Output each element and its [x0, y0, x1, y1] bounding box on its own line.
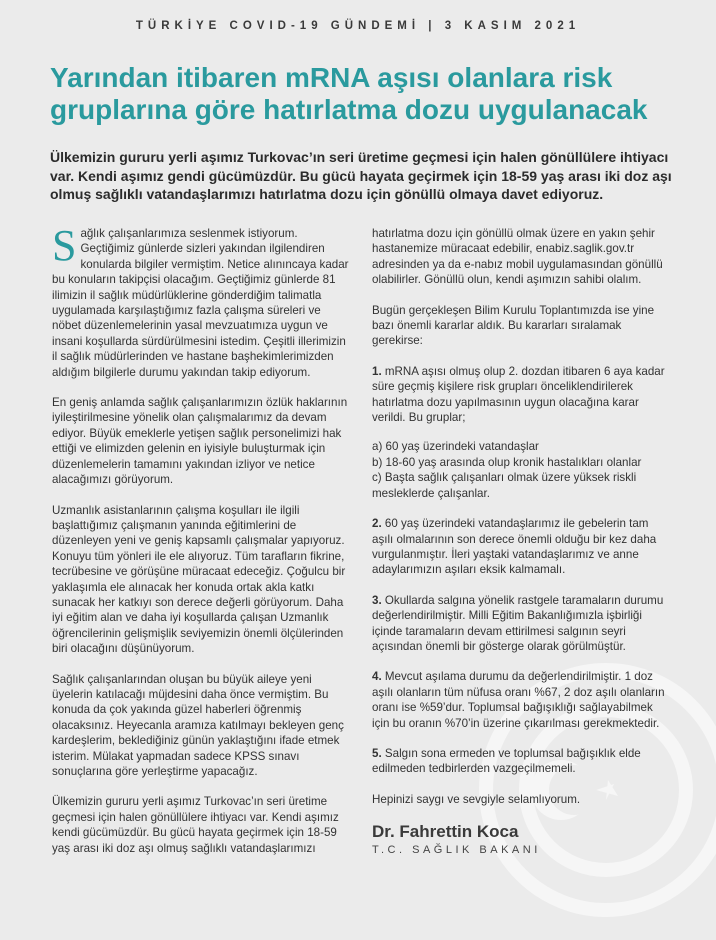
paragraph: hatırlatma dozu için gönüllü olmak üzere en yakın şehir hastanemize müracaat edebilir, enabiz.saglik.gov.tr adresinden ya da e-nabız mobil uygulamasından gönüllü olabilirler. Gönüllü olun, kendi aşımızın sahibi olalım. — [372, 227, 663, 287]
list-item: c) Başta sağlık çalışanları olmak üzere yüksek riskli mesleklerde çalışanlar. — [372, 471, 637, 500]
signature-name: Dr. Fahrettin Koca — [372, 822, 519, 841]
paragraph: Sağlık çalışanlarından oluşan bu büyük aileye yeni üyelerin katılacağı müjdesini daha önce vermiştim. Bu konuda da çok yakında güzel haberleri öğrenmiş olacaksınız. Heyecanla aramıza katılmayı bekleyen genç kardeşlerim, beklediğiniz günün yaklaştığını ifade etmek isterim. Mülakat yapmadan sadece KPSS sınavı sonuçlarına göre yerleştirme yapacağız. — [52, 672, 344, 778]
decision-item-3: 3. Okullarda salgına yönelik rastgele taramaların durumu değerlendirilmiştir. Milli Eğitim Bakanlığımızla işbirliği içinde taramaların devam ettirilmesi salgının seyri açısından önemli bir gösterge olarak görülmüştür. — [372, 593, 664, 653]
decision-item-1: 1. mRNA aşısı olmuş olup 2. dozdan itibaren 6 aya kadar süre geçmiş kişilere risk grupları önceliklendirilerek hatırlatma dozu yapılmasının uygun olacağına karar verildi. Bu gruplar; — [372, 364, 665, 425]
headline: Yarından itibaren mRNA aşısı olanlara risk gruplarına göre hatırlatma dozu uygulanacak — [50, 62, 648, 125]
paragraph: Sağlık çalışanlarımıza seslenmek istiyorum. Geçtiğimiz günlerde sizleri yakından ilgilendiren konularda bilgiler vermiştim. Netice alınıncaya kadar bu konuların takipçisi olacağım. Geçtiğimiz günlerde 81 ilimizin il sağlık müdürlüklerine gönderdiğim talimatla uygulamada karşılaştığımız fazla çalışma süreleri ve nöbet düzenlemelerinin yasal mevzuatımıza uygun ve insani koşullarda sürdürülmesini istedim. Çeşitli illerimizin il sağlık müdürlerinden ve hastane başhekimlerimizden aldığım bilgilerle durumu yakından takip ediyorum. — [52, 221, 349, 379]
signature-block — [372, 822, 541, 856]
signature-title: T.C. SAĞLIK BAKANI — [372, 844, 541, 856]
drop-cap: S — [52, 221, 77, 270]
paragraph: Uzmanlık asistanlarının çalışma koşulları ile ilgili başlattığımız çalışmanın yanında eğitimlerini de düzenleyen yeni ve geniş kapsamlı çalışmalar yapıyoruz. Konuyu tüm yönleri ile ele alıyoruz. Tüm tarafların fikrine, tecrübesine ve görüşüne müracaat edeceğiz. Çoğulcu bir yaklaşımla ele alınacak her konuda ortak akla katkı sunacak her katkıyı son derece değerli görüyorum. Daha iyi eğitim alan ve daha iyi koşullarda çalışan Uzmanlık öğrencilerinin gelişmişlik seviyemizin önemli ölçülerinden biri olacağını düşünüyorum. — [52, 503, 346, 656]
paragraph: En geniş anlamda sağlık çalışanlarımızın özlük haklarının iyileştirilmesine yönelik olan çalışmalarımız da devam ediyor. Büyük emeklerle yetişen sağlık personelimizi hak ettiği ve elimizden gelenin en iyisiyle buluşturmak için düzenlemelerin tamamını yakından izliyor ve netice alacağımızı görüyorum. — [52, 396, 348, 487]
decision-item-2: 2. 60 yaş üzerindeki vatandaşlarımız ile gebelerin tam aşılı olmalarının son derece önemli olduğu bir kez daha vurgulanmıştır. İleri yaştaki vatandaşlarımız ve anne adaylarımızın aşıları eksik kalmamalı. — [372, 517, 657, 577]
sub-list — [372, 439, 672, 501]
paragraph: Ülkemizin gururu yerli aşımız Turkovac’ın seri üretime geçmesi için halen gönüllülere ihtiyacı var. Kendi aşımız kendi gücümüzdür. Bu gücü hayata geçirmek için 18-59 yaş arası iki doz aşı olmuş sağlıklı vatandaşlarımızı — [52, 795, 339, 855]
header-banner: TÜRKİYE COVID-19 GÜNDEMİ | 3 KASIM 2021 — [135, 20, 581, 32]
lead-paragraph: Ülkemizin gururu yerli aşımız Turkovac’ın seri üretime geçmesi için halen gönüllülere ihtiyacı var. Kendi aşımız gendi gücümüzdür. Bu gücü hayata geçirmek için 18-59 yaş arası iki doz aşı olmuş sağlıklı vatandaşlarımızı hatırlatma dozu için gönüllü olmaya davet ediyoruz. — [50, 149, 672, 202]
closing-line: Hepinizi saygı ve sevgiyle selamlıyorum. — [372, 792, 581, 806]
paragraph: Bugün gerçekleşen Bilim Kurulu Toplantımızda ise yine bazı önemli kararlar aldık. Bu kararları sıralamak gerekirse: — [372, 303, 655, 348]
right-column — [372, 226, 672, 822]
left-column — [52, 221, 352, 871]
decision-item-5: 5. Salgın sona ermeden ve toplumsal bağışıklık elde edilmeden tedbirlerden vazgeçilmemeli. — [372, 746, 641, 776]
decision-item-4: 4. Mevcut aşılama durumu da değerlendirilmiştir. 1 doz aşılı olanların tüm nüfusa oranı %67, 2 doz aşılı olanların oranı ise %59’dur. Toplumsal bağışıklığı sağlayabilmek için bu oranın %70’in üzerine çıkarılması gerekmektedir. — [372, 670, 665, 730]
list-item: b) 18-60 yaş arasında olup kronik hastalıkları olanlar — [372, 455, 642, 469]
list-item: a) 60 yaş üzerindeki vatandaşlar — [372, 440, 539, 454]
